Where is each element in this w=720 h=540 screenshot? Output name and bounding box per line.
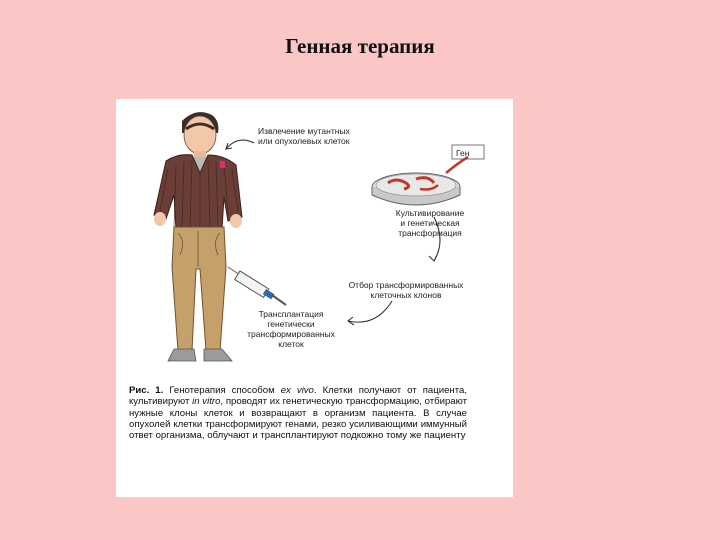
syringe <box>228 267 286 305</box>
label-extraction <box>258 126 350 146</box>
label-gene: Ген <box>456 148 470 158</box>
caption-text-part3: , проводят их генетическую трансформацию, отбирают нужные клоны клеток и возвращают в организм пациента. В случае опухолей клетки трансформируют генами, резко усиливающими иммунный ответ организма, облучают и трансплантируют подкожно тому же пациенту <box>129 396 467 442</box>
label-selection-line2: клеточных клонов <box>370 290 442 300</box>
slide-title: Генная терапия <box>285 34 435 58</box>
caption-number: Рис. 1. <box>129 385 164 396</box>
label-selection <box>316 280 496 300</box>
label-cultivation-line1: Культивирование <box>395 208 465 218</box>
caption-ex-vivo: ex vivo <box>280 385 314 396</box>
caption-text-part1: Генотерапия способом <box>163 385 281 396</box>
caption-text-part2: . Клетки получают от пациента, культивируют <box>129 385 467 408</box>
caption-in-vitro: in vitro <box>192 396 221 408</box>
figure-caption <box>129 385 467 441</box>
patient-illustration <box>154 112 242 361</box>
label-transplant <box>236 309 346 349</box>
label-cultivation-line3: трансформация <box>398 228 462 238</box>
label-extraction-line2: или опухолевых клеток <box>258 136 350 146</box>
gene-therapy-figure <box>116 99 513 497</box>
label-cultivation-line2: и генетическая <box>400 218 460 228</box>
label-transplant-line2: генетически <box>267 319 315 329</box>
label-cultivation <box>370 208 490 238</box>
label-transplant-line1: Трансплантация <box>258 309 324 319</box>
label-transplant-line3: трансформированных <box>247 329 335 339</box>
label-selection-line1: Отбор трансформированных <box>348 280 464 290</box>
label-transplant-line4: клеток <box>278 339 304 349</box>
label-extraction-line1: Извлечение мутантных <box>258 126 350 136</box>
